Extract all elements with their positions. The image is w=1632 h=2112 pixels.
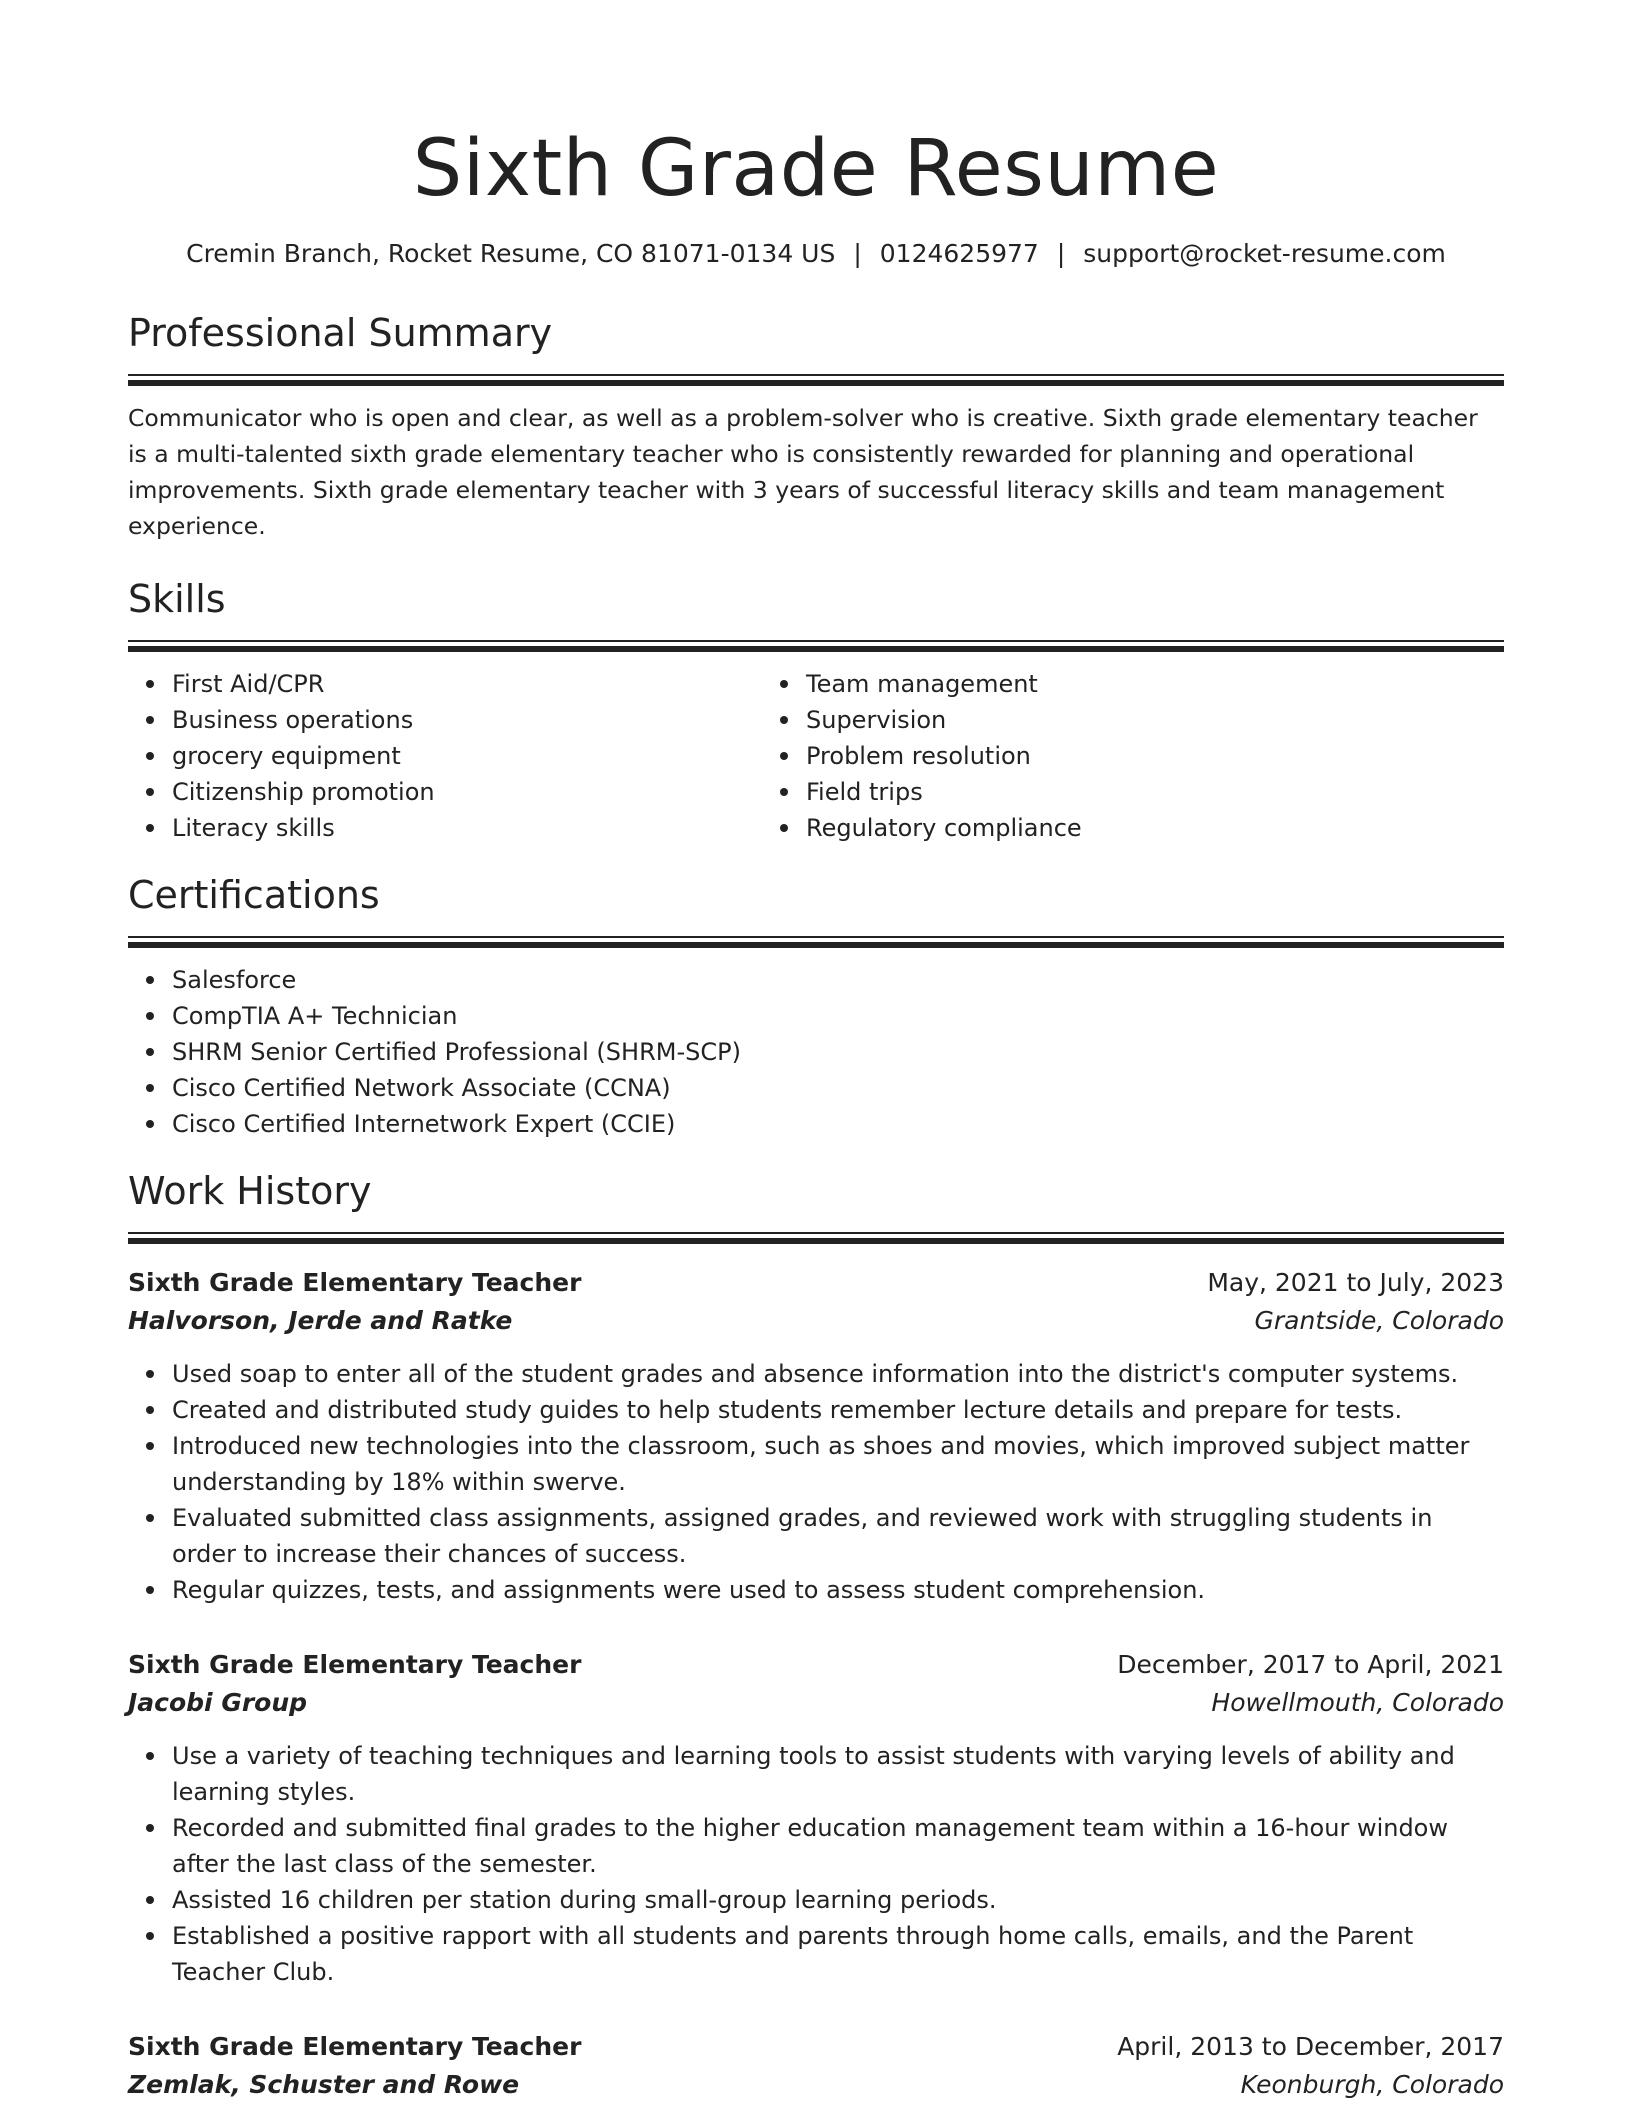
skill-item: Regulatory compliance (806, 810, 1396, 846)
contact-email: support@rocket-resume.com (1083, 239, 1446, 268)
certifications-section (128, 870, 1504, 1142)
job-location: Grantside, Colorado (1254, 1306, 1504, 1335)
job-company-row (128, 1684, 1504, 1722)
certification-item: SHRM Senior Certified Professional (SHRM-SCP) (172, 1034, 1504, 1070)
job-title: Sixth Grade Elementary Teacher (128, 1268, 582, 1297)
job-company-row (128, 1302, 1504, 1340)
contact-separator: | (853, 239, 862, 268)
skill-item: Team management (806, 666, 1396, 702)
resume-page (128, 0, 1504, 2104)
work-history-section (128, 1166, 1504, 2104)
job-dates: December, 2017 to April, 2021 (1117, 1650, 1504, 1679)
certification-item: Salesforce (172, 962, 1504, 998)
skills-list-right (762, 666, 1396, 846)
job-dates: April, 2013 to December, 2017 (1117, 2032, 1504, 2061)
job-duties-list (128, 1738, 1504, 1990)
job-company: Jacobi Group (128, 1688, 308, 1717)
section-heading: Skills (128, 577, 226, 621)
job-dates: May, 2021 to July, 2023 (1207, 1268, 1504, 1297)
skills-section (128, 574, 1504, 846)
job-company-row (128, 2066, 1504, 2104)
section-divider (128, 1232, 1504, 1244)
job-duties-list (128, 1356, 1504, 1608)
job-entry (128, 1264, 1504, 1608)
certification-item: Cisco Certified Network Associate (CCNA) (172, 1070, 1504, 1106)
summary-text: Communicator who is open and clear, as well as a problem-solver who is creative. Sixth grade elementary teacher is a multi-talented sixth grade elementary teacher who is consistently rewarded for planning and operational improvements. Sixth grade elementary teacher with 3 years of successful literacy skills and team management experience. (128, 404, 1478, 540)
section-heading: Professional Summary (128, 311, 553, 355)
job-location: Howellmouth, Colorado (1211, 1688, 1504, 1717)
skill-item: First Aid/CPR (172, 666, 762, 702)
job-entry (128, 2028, 1504, 2104)
certification-item: Cisco Certified Internetwork Expert (CCIE) (172, 1106, 1504, 1142)
job-header-row (128, 2028, 1504, 2066)
contact-separator: | (1056, 239, 1066, 268)
contact-line (128, 234, 1504, 274)
job-title: Sixth Grade Elementary Teacher (128, 2032, 582, 2061)
resume-title: Sixth Grade Resume (412, 124, 1220, 214)
contact-address: Cremin Branch, Rocket Resume, CO 81071-0134 US (186, 239, 836, 268)
job-duty: Established a positive rapport with all students and parents through home calls, emails, and the Parent Teacher Club. (172, 1918, 1504, 1990)
job-duty: Assisted 16 children per station during small-group learning periods. (172, 1882, 1504, 1918)
skill-item: Field trips (806, 774, 1396, 810)
skills-list-left (128, 666, 762, 846)
skills-grid (128, 666, 1504, 846)
job-title: Sixth Grade Elementary Teacher (128, 1650, 582, 1679)
job-duty: Use a variety of teaching techniques and learning tools to assist students with varying levels of ability and learning styles. (172, 1738, 1504, 1810)
skill-item: Problem resolution (806, 738, 1396, 774)
job-duty: Evaluated submitted class assignments, assigned grades, and reviewed work with struggling students in order to increase their chances of success. (172, 1500, 1504, 1572)
section-divider (128, 936, 1504, 948)
section-divider (128, 374, 1504, 386)
certification-item: CompTIA A+ Technician (172, 998, 1504, 1034)
professional-summary-section (128, 308, 1504, 544)
skill-item: Citizenship promotion (172, 774, 762, 810)
skill-item: Supervision (806, 702, 1396, 738)
skill-item: grocery equipment (172, 738, 762, 774)
job-duty: Used soap to enter all of the student grades and absence information into the district's computer systems. (172, 1356, 1504, 1392)
skill-item: Literacy skills (172, 810, 762, 846)
job-header-row (128, 1264, 1504, 1302)
skill-item: Business operations (172, 702, 762, 738)
job-duty: Created and distributed study guides to help students remember lecture details and prepare for tests. (172, 1392, 1504, 1428)
section-heading: Certifications (128, 873, 380, 917)
job-company: Halvorson, Jerde and Ratke (128, 1306, 513, 1335)
job-header-row (128, 1646, 1504, 1684)
job-duty: Regular quizzes, tests, and assignments were used to assess student comprehension. (172, 1572, 1504, 1608)
job-location: Keonburgh, Colorado (1240, 2070, 1504, 2099)
contact-phone: 0124625977 (879, 239, 1039, 268)
job-duty: Introduced new technologies into the classroom, such as shoes and movies, which improved subject matter understanding by 18% within swerve. (172, 1428, 1504, 1500)
job-entry (128, 1646, 1504, 1990)
job-duty: Recorded and submitted final grades to the higher education management team within a 16-hour window after the last class of the semester. (172, 1810, 1504, 1882)
job-company: Zemlak, Schuster and Rowe (128, 2070, 520, 2099)
section-heading: Work History (128, 1169, 372, 1213)
section-divider (128, 640, 1504, 652)
certifications-list (128, 962, 1504, 1142)
